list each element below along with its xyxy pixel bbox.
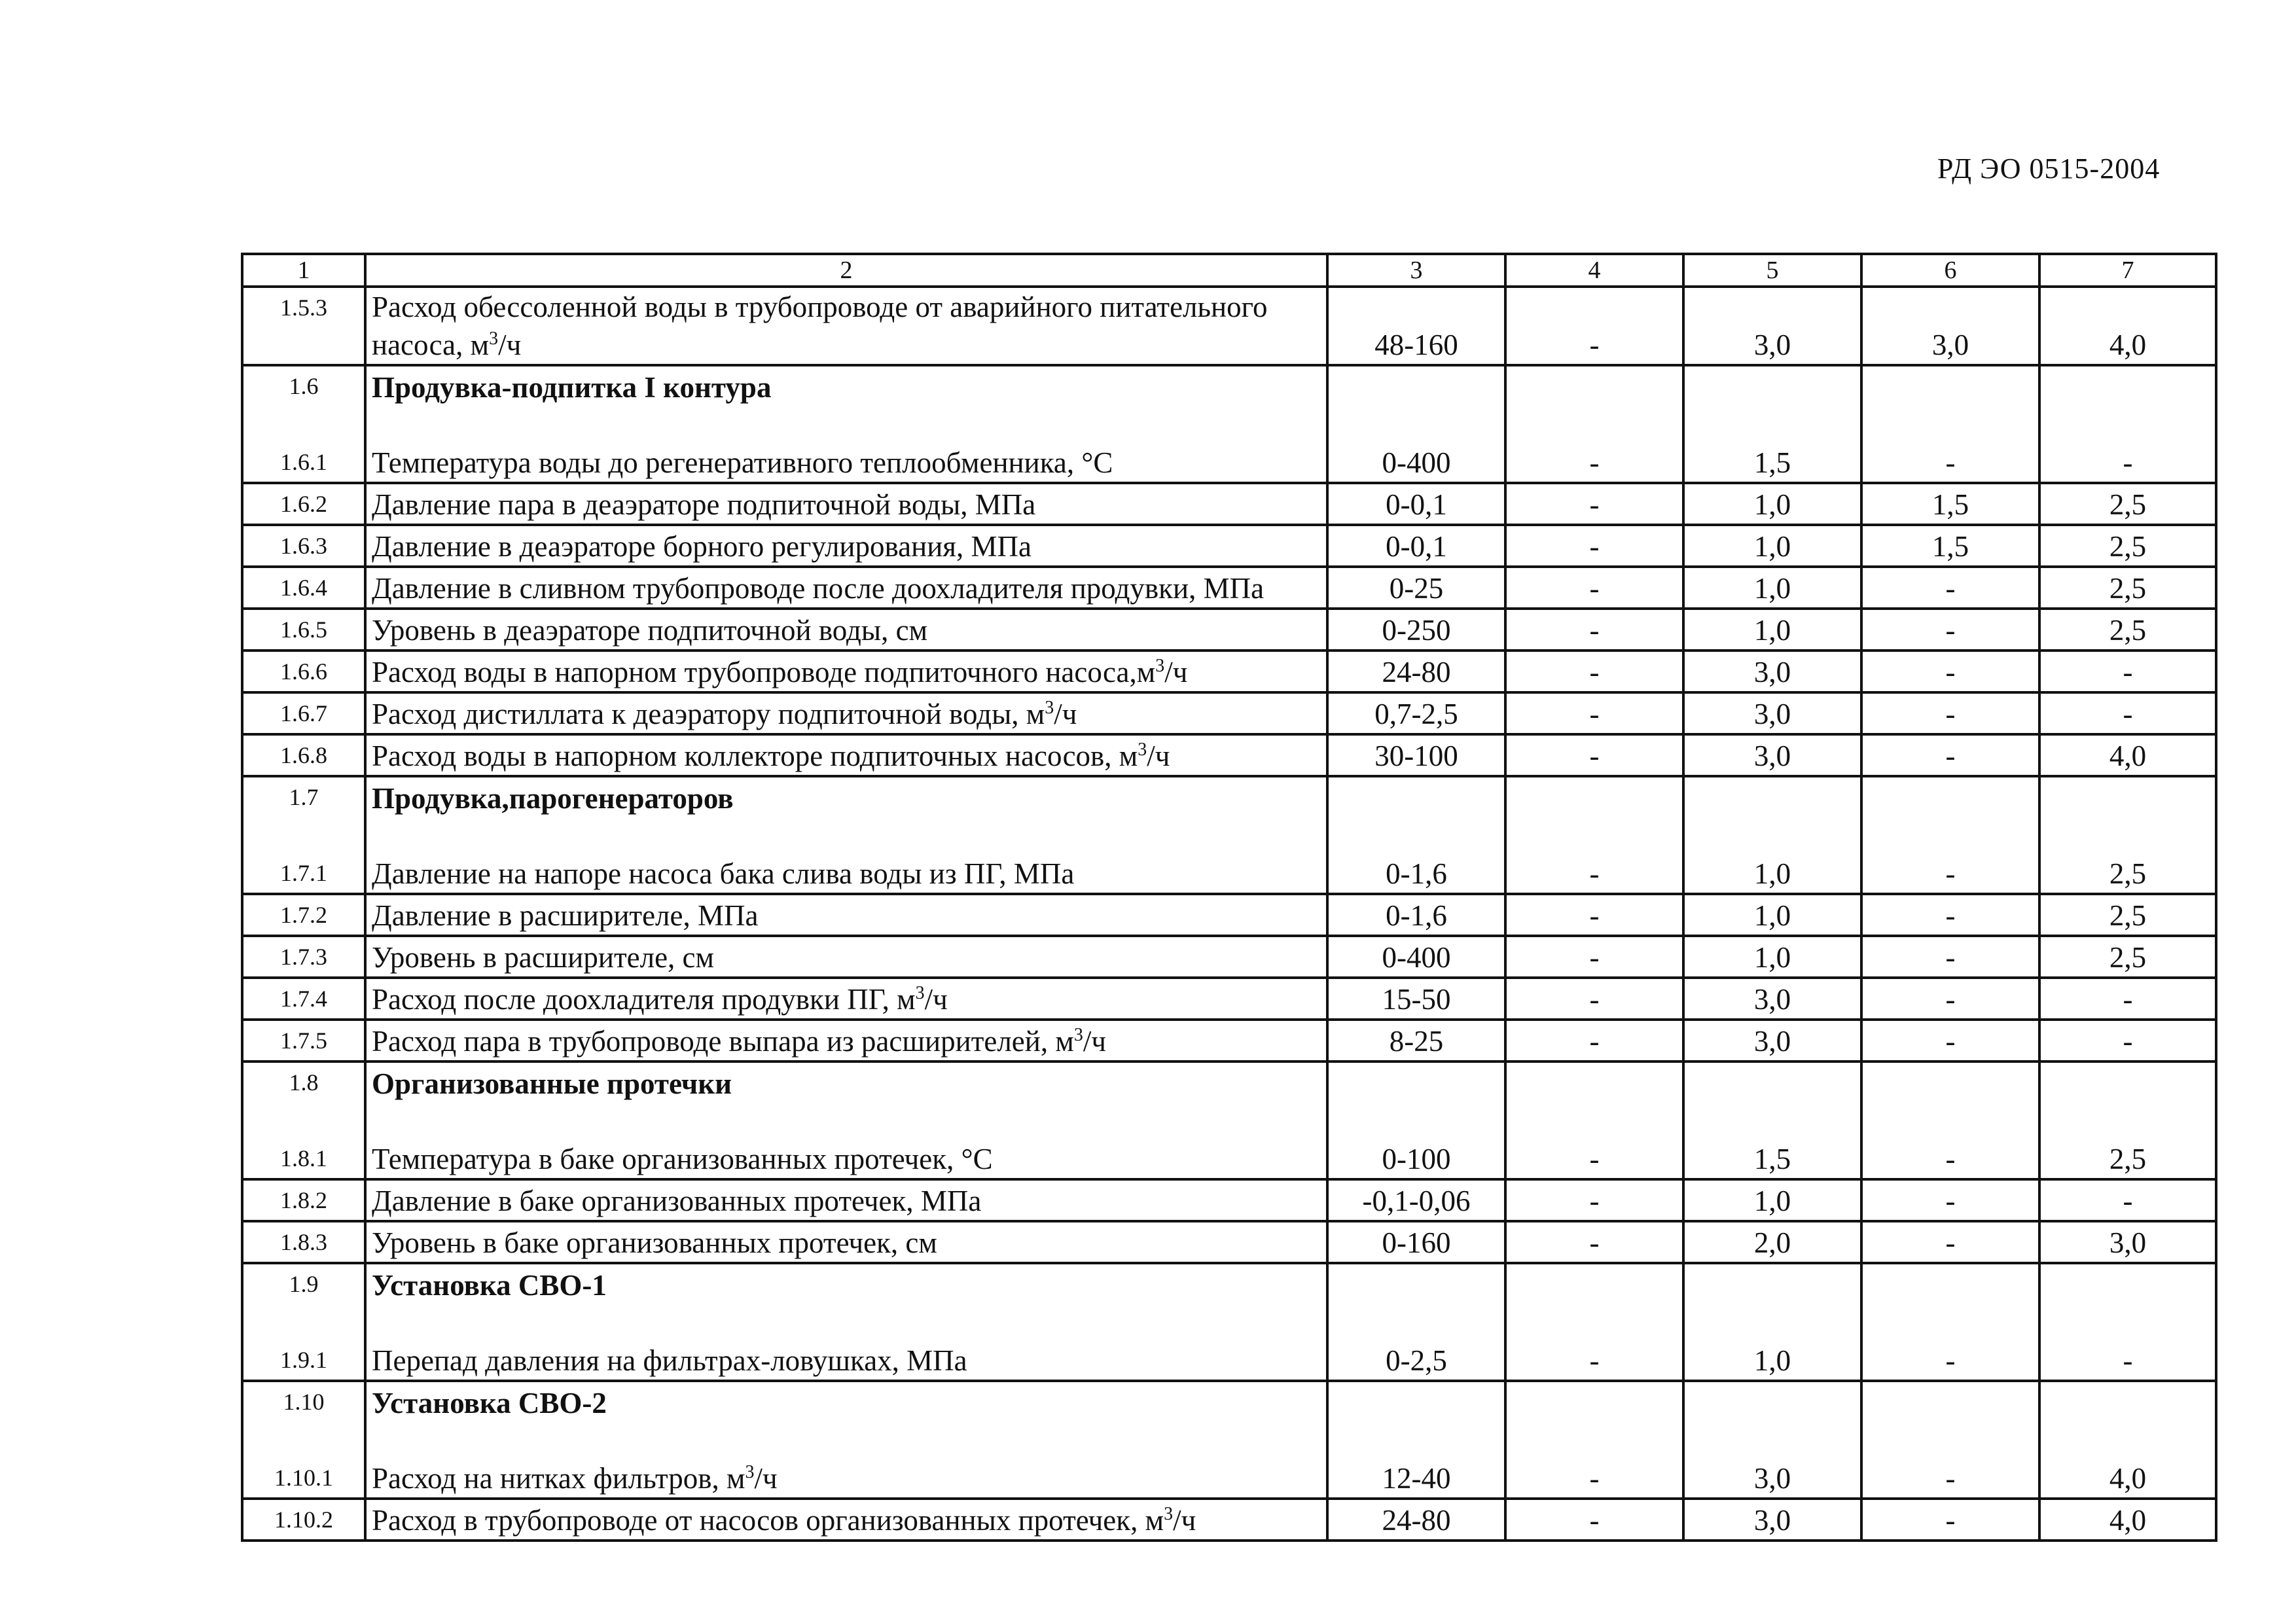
parameter-name [372, 1140, 1321, 1178]
section-number: 1.7 [289, 784, 319, 810]
parameters-table [241, 253, 2217, 1542]
unit-tail: /ч [1147, 740, 1170, 772]
value-cell: - [1505, 567, 1683, 609]
section-title: Установка СВО-1 [372, 1269, 607, 1302]
section-title: Продувка-подпитка I контура [372, 371, 772, 404]
column-header: 5 [1683, 254, 1861, 287]
row-number-cell [242, 1263, 365, 1381]
table-row [242, 1499, 2216, 1541]
parameter-name [372, 569, 1321, 607]
value-cell: 2,5 [2039, 483, 2216, 525]
table-row [242, 525, 2216, 567]
parameter-name [372, 611, 1321, 649]
table-row [242, 1020, 2216, 1061]
value-cell: - [1861, 365, 2039, 483]
parameter-name [372, 980, 1321, 1018]
table-row [242, 936, 2216, 978]
value-cell: 0-400 [1327, 936, 1505, 978]
parameter-text: Расход пара в трубопроводе выпара из расширителей, м [372, 1025, 1074, 1058]
table-row [242, 1221, 2216, 1263]
parameter-cell [365, 734, 1327, 776]
parameter-cell [365, 1499, 1327, 1541]
parameter-text: Расход на нитках фильтров, м [372, 1462, 745, 1495]
value-cell: 4,0 [2039, 1499, 2216, 1541]
value-cell: - [1861, 936, 2039, 978]
value-cell: - [1861, 734, 2039, 776]
row-number-cell [242, 936, 365, 978]
value-cell: 0-1,6 [1327, 776, 1505, 894]
value-cell: - [1505, 1499, 1683, 1541]
value-cell: 3,0 [1683, 692, 1861, 734]
parameter-cell [365, 525, 1327, 567]
column-header: 3 [1327, 254, 1505, 287]
value-cell: 0-100 [1327, 1061, 1505, 1179]
value-cell: 0,7-2,5 [1327, 692, 1505, 734]
column-header: 4 [1505, 254, 1683, 287]
parameter-name [372, 695, 1321, 733]
value-cell: 4,0 [2039, 1381, 2216, 1499]
item-number: 1.6.4 [280, 575, 327, 601]
value-cell: - [1505, 1381, 1683, 1499]
parameter-name [372, 737, 1321, 775]
value-cell: 0-250 [1327, 609, 1505, 651]
item-number: 1.10.2 [274, 1507, 333, 1533]
value-cell: - [2039, 692, 2216, 734]
table-row [242, 287, 2216, 365]
parameter-text: Расход дистиллата к деаэратору подпиточной воды, м [372, 698, 1045, 730]
item-number: 1.8.1 [280, 1145, 327, 1171]
item-number: 1.10.1 [274, 1465, 333, 1491]
parameter-text: Расход обессоленной воды в трубопроводе от аварийного питательного насоса, м [372, 291, 1268, 361]
parameter-name [372, 938, 1321, 976]
parameter-text: Давление в деаэраторе борного регулирования, МПа [372, 530, 1031, 563]
unit-exponent: 3 [915, 983, 925, 1003]
parameter-text: Давление в расширителе, МПа [372, 899, 759, 932]
parameter-name [372, 288, 1321, 364]
parameter-text: Давление пара в деаэраторе подпиточной воды, МПа [372, 488, 1036, 521]
value-cell: - [1861, 1499, 2039, 1541]
item-number: 1.6.7 [280, 700, 327, 726]
value-cell: 3,0 [1861, 287, 2039, 365]
row-number-cell [242, 287, 365, 365]
unit-tail: /ч [754, 1462, 778, 1495]
section-number: 1.6 [289, 373, 319, 399]
item-number: 1.7.4 [280, 986, 327, 1012]
table-row [242, 1179, 2216, 1221]
parameter-name [372, 855, 1321, 893]
unit-exponent: 3 [1164, 1504, 1174, 1524]
value-cell: - [1861, 567, 2039, 609]
parameter-text: Уровень в деаэраторе подпиточной воды, см [372, 614, 928, 647]
row-number-cell [242, 651, 365, 692]
parameter-name [372, 653, 1321, 691]
value-cell: - [1505, 365, 1683, 483]
value-cell: 24-80 [1327, 651, 1505, 692]
row-number-cell [242, 1061, 365, 1179]
row-number-cell [242, 692, 365, 734]
value-cell: 0-2,5 [1327, 1263, 1505, 1381]
parameter-cell [365, 651, 1327, 692]
item-number: 1.7.3 [280, 944, 327, 970]
parameter-name [372, 1182, 1321, 1220]
row-number-cell [242, 365, 365, 483]
unit-exponent: 3 [1073, 1025, 1083, 1045]
value-cell: - [2039, 1179, 2216, 1221]
item-number: 1.6.2 [280, 491, 327, 517]
value-cell: - [1861, 1179, 2039, 1221]
unit-tail: /ч [1083, 1025, 1106, 1058]
section-title: Продувка,парогенераторов [372, 782, 734, 815]
value-cell: 1,0 [1683, 776, 1861, 894]
parameter-text: Уровень в баке организованных протечек, см [372, 1226, 937, 1259]
value-cell: - [1505, 894, 1683, 936]
table-row [242, 567, 2216, 609]
value-cell: 1,0 [1683, 1263, 1861, 1381]
unit-exponent: 3 [1045, 698, 1054, 718]
unit-exponent: 3 [1155, 656, 1165, 676]
value-cell: 3,0 [1683, 734, 1861, 776]
parameter-cell [365, 692, 1327, 734]
value-cell: - [1861, 978, 2039, 1020]
value-cell: 3,0 [1683, 287, 1861, 365]
value-cell: - [1505, 1061, 1683, 1179]
parameter-text: Уровень в расширителе, см [372, 941, 714, 974]
row-number-cell [242, 978, 365, 1020]
value-cell: 12-40 [1327, 1381, 1505, 1499]
row-number-cell [242, 609, 365, 651]
item-number: 1.8.2 [280, 1187, 327, 1213]
parameter-text: Расход воды в напорном трубопроводе подпиточного насоса,м [372, 656, 1156, 688]
item-number: 1.6.6 [280, 658, 327, 685]
value-cell: -0,1-0,06 [1327, 1179, 1505, 1221]
value-cell: 1,0 [1683, 1179, 1861, 1221]
value-cell: - [1505, 1179, 1683, 1221]
parameter-text: Температура воды до регенеративного теплообменника, °С [372, 446, 1113, 479]
value-cell: - [2039, 1263, 2216, 1381]
value-cell: - [1505, 978, 1683, 1020]
item-number: 1.9.1 [280, 1347, 327, 1373]
value-cell: 0-160 [1327, 1221, 1505, 1263]
value-cell: 1,0 [1683, 483, 1861, 525]
parameter-cell [365, 936, 1327, 978]
parameter-cell [365, 567, 1327, 609]
value-cell: 1,0 [1683, 936, 1861, 978]
unit-exponent: 3 [1138, 740, 1147, 760]
row-number-cell [242, 894, 365, 936]
parameter-text: Температура в баке организованных протечек, °С [372, 1143, 993, 1175]
value-cell: 0-0,1 [1327, 525, 1505, 567]
item-number: 1.6.3 [280, 533, 327, 559]
parameter-cell [365, 1381, 1327, 1499]
value-cell: 2,5 [2039, 936, 2216, 978]
value-cell: 1,5 [1683, 365, 1861, 483]
parameter-text: Расход в трубопроводе от насосов организованных протечек, м [372, 1504, 1164, 1537]
value-cell: - [1505, 692, 1683, 734]
table-row [242, 978, 2216, 1020]
value-cell: - [1505, 1020, 1683, 1061]
parameter-cell [365, 894, 1327, 936]
row-number-cell [242, 734, 365, 776]
value-cell: - [1861, 776, 2039, 894]
column-header: 1 [242, 254, 365, 287]
value-cell: 15-50 [1327, 978, 1505, 1020]
parameter-name [372, 1022, 1321, 1060]
value-cell: - [1505, 483, 1683, 525]
value-cell: - [2039, 1020, 2216, 1061]
value-cell: - [1505, 734, 1683, 776]
parameter-cell [365, 1263, 1327, 1381]
value-cell: - [1861, 692, 2039, 734]
row-number-cell [242, 776, 365, 894]
parameter-name [372, 1342, 1321, 1380]
table-row [242, 776, 2216, 894]
parameter-name [372, 1459, 1321, 1497]
value-cell: - [1861, 651, 2039, 692]
unit-tail: /ч [1173, 1504, 1196, 1537]
row-number-cell [242, 525, 365, 567]
value-cell: - [1505, 651, 1683, 692]
value-cell: 2,5 [2039, 1061, 2216, 1179]
parameter-text: Давление в сливном трубопроводе после доохладителя продувки, МПа [372, 572, 1265, 605]
value-cell: - [1861, 894, 2039, 936]
parameter-name [372, 444, 1321, 482]
unit-exponent: 3 [489, 329, 499, 349]
parameter-text: Давление на напоре насоса бака слива воды из ПГ, МПа [372, 857, 1075, 890]
value-cell: 2,5 [2039, 567, 2216, 609]
value-cell: 3,0 [2039, 1221, 2216, 1263]
value-cell: 1,0 [1683, 567, 1861, 609]
value-cell: 2,5 [2039, 894, 2216, 936]
parameter-cell [365, 1061, 1327, 1179]
table-row [242, 734, 2216, 776]
parameter-cell [365, 287, 1327, 365]
item-number: 1.5.3 [280, 294, 327, 321]
table-row [242, 1381, 2216, 1499]
unit-tail: /ч [1054, 698, 1077, 730]
parameter-text: Давление в баке организованных протечек, МПа [372, 1185, 982, 1217]
value-cell: 1,5 [1683, 1061, 1861, 1179]
value-cell: 2,0 [1683, 1221, 1861, 1263]
unit-tail: /ч [498, 329, 522, 361]
item-number: 1.7.5 [280, 1027, 327, 1054]
row-number-cell [242, 1221, 365, 1263]
table-row [242, 365, 2216, 483]
item-number: 1.6.5 [280, 616, 327, 643]
value-cell: 2,5 [2039, 525, 2216, 567]
value-cell: - [1861, 1381, 2039, 1499]
value-cell: 0-0,1 [1327, 483, 1505, 525]
value-cell: - [1505, 525, 1683, 567]
row-number-cell [242, 567, 365, 609]
parameter-text: Перепад давления на фильтрах-ловушках, МПа [372, 1344, 967, 1377]
value-cell: 0-400 [1327, 365, 1505, 483]
value-cell: 3,0 [1683, 978, 1861, 1020]
parameter-cell [365, 978, 1327, 1020]
section-title: Установка СВО-2 [372, 1387, 607, 1419]
row-number-cell [242, 1381, 365, 1499]
column-header: 2 [365, 254, 1327, 287]
value-cell: 2,5 [2039, 609, 2216, 651]
parameter-text: Расход воды в напорном коллекторе подпиточных насосов, м [372, 740, 1138, 772]
value-cell: 30-100 [1327, 734, 1505, 776]
value-cell: - [2039, 978, 2216, 1020]
value-cell: 1,5 [1861, 483, 2039, 525]
row-number-cell [242, 1020, 365, 1061]
value-cell: - [1861, 609, 2039, 651]
section-title: Организованные протечки [372, 1067, 732, 1100]
unit-tail: /ч [924, 983, 948, 1016]
table-row [242, 651, 2216, 692]
value-cell: 3,0 [1683, 651, 1861, 692]
item-number: 1.8.3 [280, 1229, 327, 1255]
table-row [242, 483, 2216, 525]
column-header: 6 [1861, 254, 2039, 287]
parameter-name [372, 527, 1321, 565]
parameter-cell [365, 1221, 1327, 1263]
table-row [242, 1263, 2216, 1381]
value-cell: 24-80 [1327, 1499, 1505, 1541]
item-number: 1.7.2 [280, 902, 327, 928]
row-number-cell [242, 1179, 365, 1221]
value-cell: 4,0 [2039, 734, 2216, 776]
value-cell: 3,0 [1683, 1020, 1861, 1061]
value-cell: 1,0 [1683, 609, 1861, 651]
parameter-cell [365, 483, 1327, 525]
value-cell: - [1861, 1020, 2039, 1061]
value-cell: - [1861, 1221, 2039, 1263]
parameter-name [372, 1224, 1321, 1262]
table-header-row [242, 254, 2216, 287]
parameter-cell [365, 776, 1327, 894]
item-number: 1.7.1 [280, 860, 327, 886]
section-number: 1.9 [289, 1271, 319, 1297]
parameter-name [372, 1501, 1321, 1539]
value-cell: - [1505, 1263, 1683, 1381]
row-number-cell [242, 1499, 365, 1541]
value-cell: - [2039, 365, 2216, 483]
parameter-cell [365, 609, 1327, 651]
value-cell: - [1505, 1221, 1683, 1263]
value-cell: 3,0 [1683, 1381, 1861, 1499]
value-cell: 3,0 [1683, 1499, 1861, 1541]
document-code: РД ЭО 0515-2004 [1937, 152, 2161, 185]
table-row [242, 1061, 2216, 1179]
value-cell: 48-160 [1327, 287, 1505, 365]
value-cell: - [1505, 287, 1683, 365]
table-row [242, 894, 2216, 936]
table-row [242, 692, 2216, 734]
value-cell: 1,0 [1683, 525, 1861, 567]
value-cell: 0-25 [1327, 567, 1505, 609]
parameter-cell [365, 1179, 1327, 1221]
parameter-name [372, 486, 1321, 524]
value-cell: 1,5 [1861, 525, 2039, 567]
value-cell: 8-25 [1327, 1020, 1505, 1061]
value-cell: - [1505, 776, 1683, 894]
value-cell: - [1505, 609, 1683, 651]
value-cell: 1,0 [1683, 894, 1861, 936]
value-cell: - [2039, 651, 2216, 692]
section-number: 1.10 [283, 1389, 325, 1415]
value-cell: - [1861, 1263, 2039, 1381]
column-header: 7 [2039, 254, 2216, 287]
value-cell: 0-1,6 [1327, 894, 1505, 936]
row-number-cell [242, 483, 365, 525]
parameter-text: Расход после доохладителя продувки ПГ, м [372, 983, 916, 1016]
value-cell: - [1505, 936, 1683, 978]
value-cell: 4,0 [2039, 287, 2216, 365]
value-cell: 2,5 [2039, 776, 2216, 894]
parameter-cell [365, 1020, 1327, 1061]
section-number: 1.8 [289, 1069, 319, 1096]
item-number: 1.6.1 [280, 449, 327, 475]
item-number: 1.6.8 [280, 742, 327, 768]
unit-tail: /ч [1164, 656, 1188, 688]
parameter-name [372, 897, 1321, 935]
unit-exponent: 3 [745, 1462, 755, 1482]
table-row [242, 609, 2216, 651]
value-cell: - [1861, 1061, 2039, 1179]
parameter-cell [365, 365, 1327, 483]
